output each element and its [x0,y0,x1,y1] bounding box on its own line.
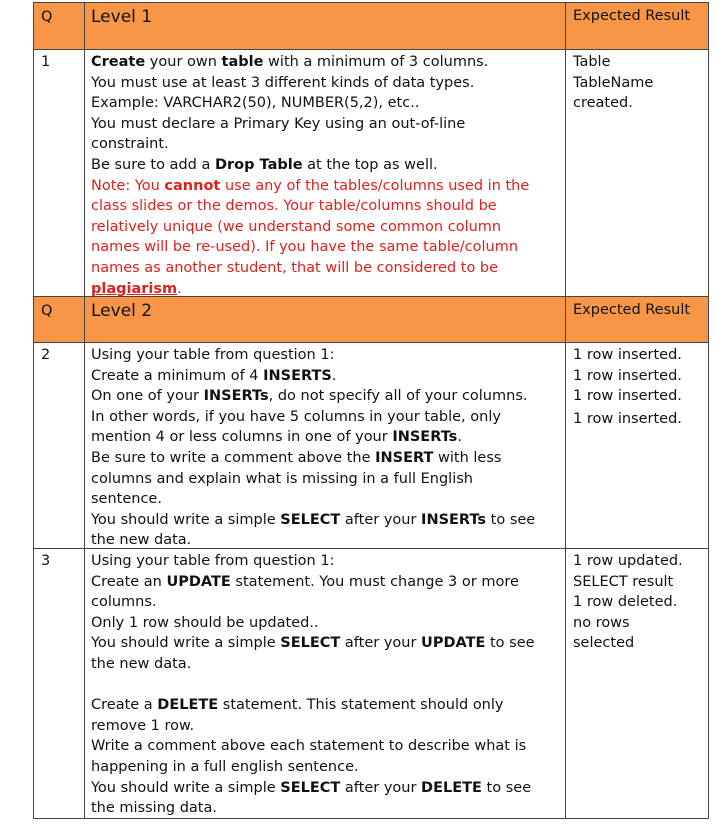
question-number: 2 [34,343,85,548]
level2-header-row [33,297,709,343]
q-header: Q [34,3,85,49]
level1-header-row [33,2,709,50]
expected-result-header: Expected Result [573,302,691,318]
question-text: Using your table from question 1: Create a minimum of 4 INSERTS. On one of your INSERTs, do not specify all of your columns. In other words, if you have 5 columns in your table, only mention 4 or less columns in one of your INSERTs. Be sure to write a comment above the INSERT with less columns and explain what is missing in a full English sentence. You should write a simple SELECT after your INSERTs to see the new data. [85,343,566,548]
expected-result: 1 row updated. SELECT result 1 row deleted. no rows selected [573,553,683,652]
question-number: 3 [34,549,85,818]
plagiarism-note: Note: You cannot use any of the tables/columns used in the class slides or the demos. Your table/columns should be relatively unique (we understand some common column names will be re-used). If you have the same table/column names as another student, that will be considered to be plagiarism. [91,177,530,297]
question-row-2 [33,343,709,549]
question-text: Create your own table with a minimum of 3 columns. You must use at least 3 different kinds of data types. Example: VARCHAR2(50), NUMBER(5,2), etc.. You must declare a Primary Key using an out-of-line constraint. Be sure to add a Drop Table at the top as well. Note: You cannot use any of the tables/columns used in the class slides or the demos. Your table/columns should be relatively unique (we understand some common column names will be re-used). If you have the same table/column names as another student, that will be considered to be plagiarism. [85,50,566,296]
q-header: Q [34,297,85,342]
expected-result-header: Expected Result [573,8,691,24]
expected-result: 1 row inserted. 1 row inserted. 1 row inserted. 1 row inserted. [573,347,682,427]
level2-title: Level 2 [85,297,566,342]
level1-title: Level 1 [85,3,566,49]
expected-result: Table TableName created. [573,54,654,112]
assignment-table [33,2,709,819]
question-number: 1 [34,50,85,296]
question-row-1 [33,50,709,297]
question-row-3 [33,549,709,819]
question-text: Using your table from question 1: Create an UPDATE statement. You must change 3 or more columns. Only 1 row should be updated.. You should write a simple SELECT after your UPDATE to see the new data. Create a DELETE statement. This statement should only remove 1 row. Write a comment above each statement to describe what is happening in a full english sentence. You should write a simple SELECT after your DELETE to see the missing data. [85,549,566,818]
